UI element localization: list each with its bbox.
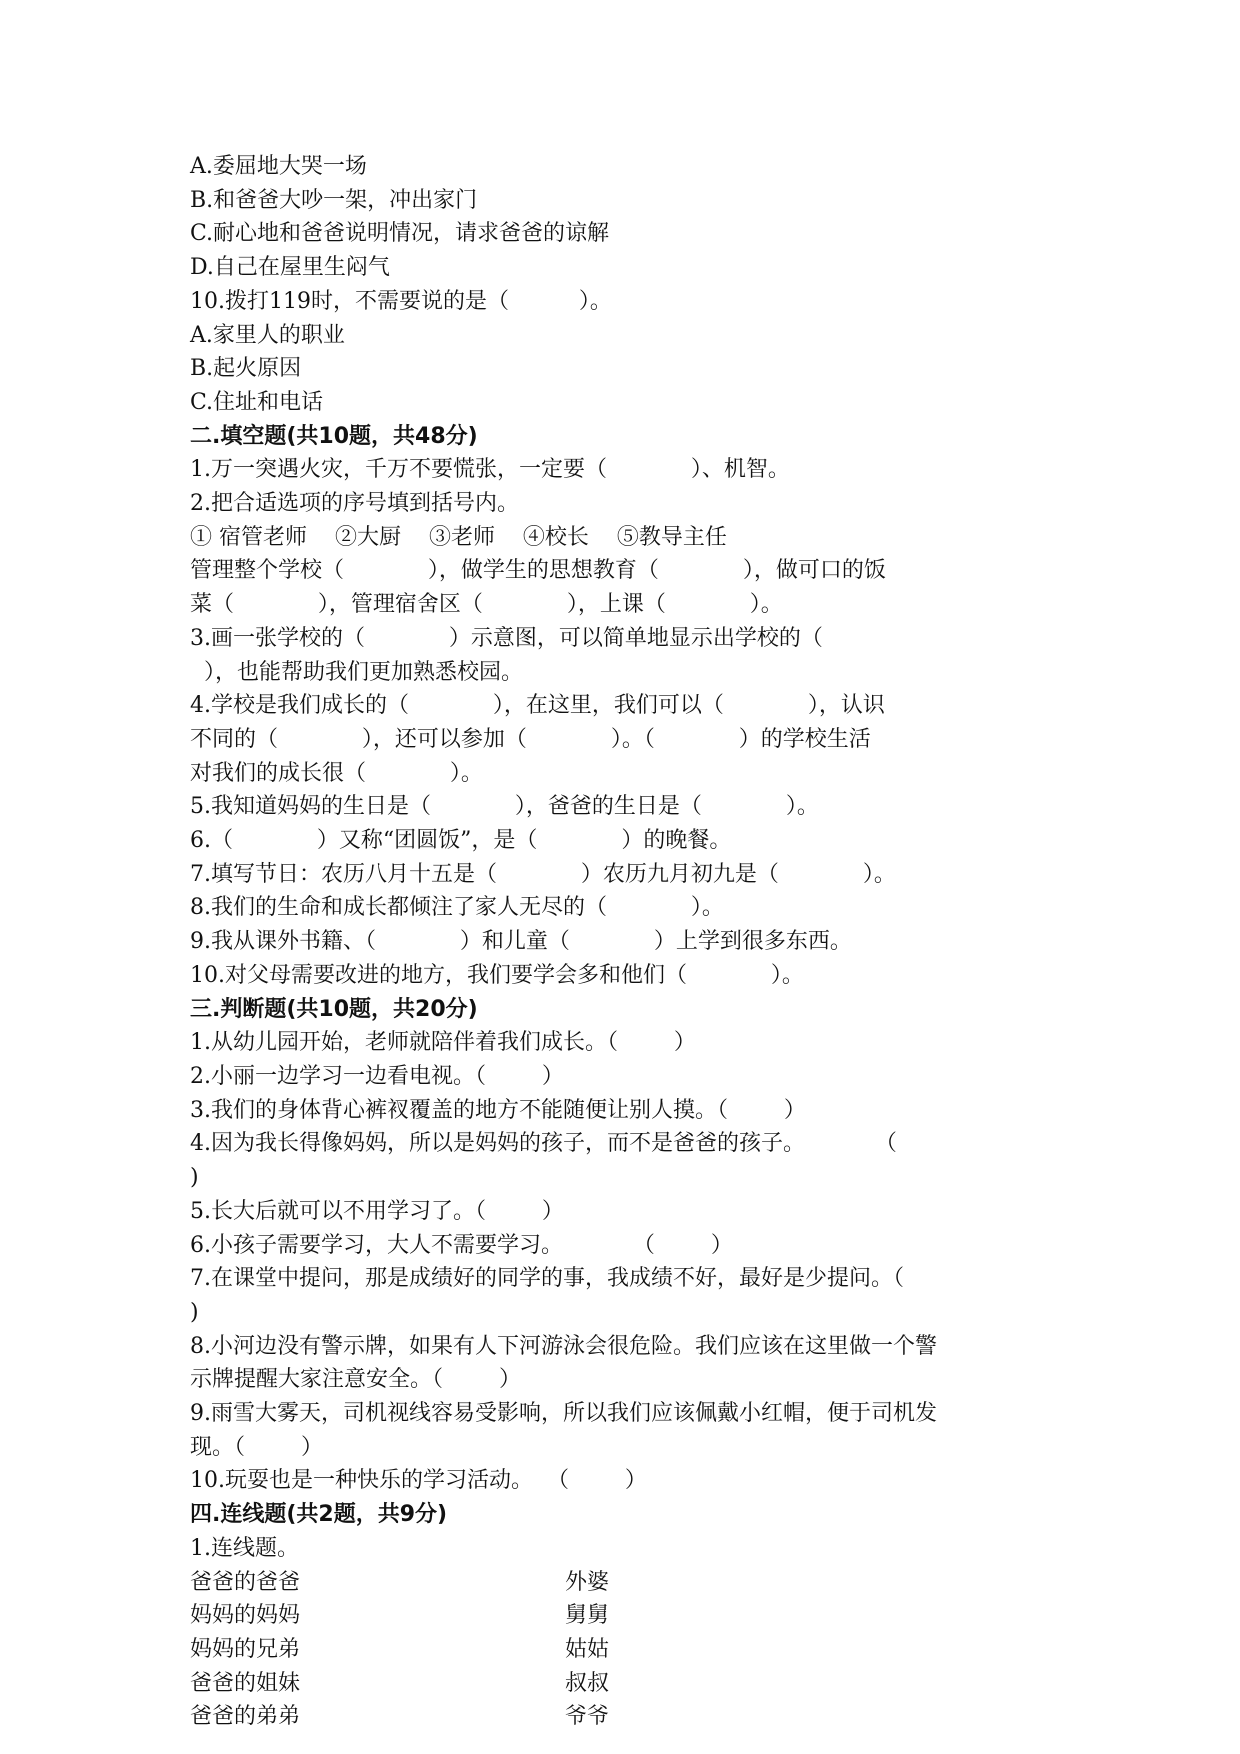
q10-question: 10.拨打119时，不需要说的是（ ）。 xyxy=(190,288,612,314)
s3-line-12: 9.雨雪大雾天，司机视线容易受影响，所以我们应该佩戴小红帽，便于司机发 xyxy=(190,1401,937,1427)
match-row xyxy=(190,1599,1060,1633)
s3-line-10: 8.小河边没有警示牌，如果有人下河游泳会很危险。我们应该在这里做一个警 xyxy=(190,1333,937,1359)
worksheet-content xyxy=(190,150,1060,1734)
s2-line-2: 2.把合适选项的序号填到括号内。 xyxy=(190,491,519,517)
s3-line-9: ) xyxy=(190,1299,199,1325)
s3-line-8: 7.在课堂中提问，那是成绩好的同学的事，我成绩不好，最好是少提问。（ xyxy=(190,1266,904,1292)
s2-line-8: 4.学校是我们成长的（ ），在这里，我们可以（ ），认识 xyxy=(190,693,885,719)
s2-line-11: 5.我知道妈妈的生日是（ ），爸爸的生日是（ ）。 xyxy=(190,794,819,820)
match-row xyxy=(190,1700,1060,1734)
match-right: 叔叔 xyxy=(565,1670,610,1696)
s2-line-6: 3.画一张学校的（ ）示意图，可以简单地显示出学校的（ xyxy=(190,625,823,651)
s2-line-7: ），也能帮助我们更加熟悉校园。 xyxy=(190,659,523,685)
q10-option-a: A.家里人的职业 xyxy=(190,322,345,348)
q9-option-c: C.耐心地和爸爸说明情况，请求爸爸的谅解 xyxy=(190,221,610,247)
match-right: 姑姑 xyxy=(565,1636,610,1662)
s2-line-4: 管理整个学校（ ），做学生的思想教育（ ），做可口的饭 xyxy=(190,558,886,584)
section2-heading: 二.填空题(共10题，共48分) xyxy=(190,423,478,449)
s3-line-7: 6.小孩子需要学习，大人不需要学习。 （ ） xyxy=(190,1232,733,1258)
s2-line-13: 7.填写节日：农历八月十五是（ ）农历九月初九是（ ）。 xyxy=(190,861,896,887)
match-row xyxy=(190,1566,1060,1600)
match-right: 外婆 xyxy=(565,1569,610,1595)
s3-line-13: 现。（ ） xyxy=(190,1434,323,1460)
match-left: 爸爸的爸爸 xyxy=(190,1569,301,1595)
match-left: 妈妈的兄弟 xyxy=(190,1636,301,1662)
s2-line-3: ① 宿管老师 ②大厨 ③老师 ④校长 ⑤教导主任 xyxy=(190,524,727,550)
q9-option-d: D.自己在屋里生闷气 xyxy=(190,255,390,281)
match-left: 爸爸的弟弟 xyxy=(190,1704,301,1730)
s3-line-11: 示牌提醒大家注意安全。（ ） xyxy=(190,1367,521,1393)
match-left: 妈妈的妈妈 xyxy=(190,1603,301,1629)
s3-line-1: 1.从幼儿园开始，老师就陪伴着我们成长。（ ） xyxy=(190,1030,696,1056)
s2-line-1: 1.万一突遇火灾，千万不要慌张，一定要（ ）、机智。 xyxy=(190,457,790,483)
s3-line-6: 5.长大后就可以不用学习了。（ ） xyxy=(190,1198,564,1224)
s2-line-14: 8.我们的生命和成长都倾注了家人无尽的（ ）。 xyxy=(190,895,724,921)
q9-option-b: B.和爸爸大吵一架，冲出家门 xyxy=(190,187,478,213)
match-right: 爷爷 xyxy=(565,1704,610,1730)
s3-line-5: ) xyxy=(190,1165,199,1191)
match-row xyxy=(190,1633,1060,1667)
q9-option-a: A.委屈地大哭一场 xyxy=(190,154,367,179)
s2-line-12: 6.（ ）又称“团圆饭”，是（ ）的晚餐。 xyxy=(190,828,732,854)
s3-line-14: 10.玩耍也是一种快乐的学习活动。 （ ） xyxy=(190,1468,647,1494)
match-left: 爸爸的姐妹 xyxy=(190,1670,301,1696)
s3-line-2: 2.小丽一边学习一边看电视。（ ） xyxy=(190,1063,564,1089)
match-right: 舅舅 xyxy=(565,1603,610,1629)
s2-line-10: 对我们的成长很（ ）。 xyxy=(190,760,483,786)
s3-line-3: 3.我们的身体背心裤衩覆盖的地方不能随便让别人摸。（ ） xyxy=(190,1097,806,1123)
s3-line-4: 4.因为我长得像妈妈，所以是妈妈的孩子，而不是爸爸的孩子。 （ xyxy=(190,1131,897,1157)
s2-line-15: 9.我从课外书籍、（ ）和儿童（ ）上学到很多东西。 xyxy=(190,929,852,955)
s2-line-16: 10.对父母需要改进的地方，我们要学会多和他们（ ）。 xyxy=(190,962,804,988)
match-row xyxy=(190,1667,1060,1701)
s2-line-9: 不同的（ ），还可以参加（ ）。（ ）的学校生活 xyxy=(190,726,871,752)
section4-heading: 四.连线题(共2题，共9分) xyxy=(190,1502,448,1528)
section3-heading: 三.判断题(共10题，共20分) xyxy=(190,996,478,1022)
s2-line-5: 菜（ ），管理宿舍区（ ），上课（ ）。 xyxy=(190,592,783,618)
q10-option-b: B.起火原因 xyxy=(190,356,302,382)
q10-option-c: C.住址和电话 xyxy=(190,389,324,415)
s4-intro: 1.连线题。 xyxy=(190,1535,299,1561)
